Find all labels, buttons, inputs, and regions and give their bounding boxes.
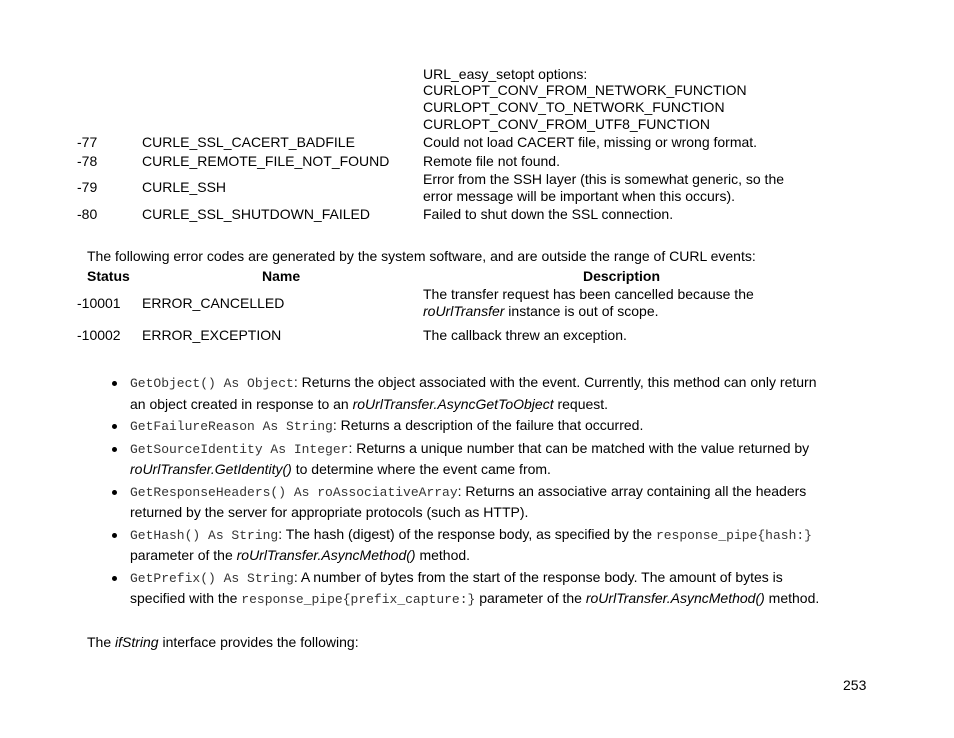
bullet-icon bbox=[112, 490, 117, 495]
method-signature: GetHash() As String bbox=[130, 528, 279, 543]
error-description: Remote file not found. bbox=[423, 153, 560, 169]
bullet-icon bbox=[112, 381, 117, 386]
class-reference: roUrlTransfer.AsyncMethod() bbox=[236, 547, 416, 563]
class-reference: roUrlTransfer.AsyncGetToObject bbox=[352, 396, 554, 412]
system-errors-intro: The following error codes are generated by the system software, and are outside the range of CURL events: bbox=[87, 248, 756, 264]
class-reference: roUrlTransfer.GetIdentity() bbox=[130, 461, 292, 477]
error-name: ERROR_EXCEPTION bbox=[142, 327, 282, 343]
error-code: -10002 bbox=[77, 327, 121, 343]
error-name: CURLE_SSH bbox=[142, 179, 227, 195]
error-code: -77 bbox=[77, 134, 98, 150]
bullet-icon bbox=[112, 424, 117, 429]
method-signature: GetPrefix() As String bbox=[130, 571, 294, 586]
class-name: roUrlTransfer bbox=[423, 303, 505, 319]
bullet-icon bbox=[112, 576, 117, 581]
error-description: Could not load CACERT file, missing or wrong format. bbox=[423, 134, 758, 150]
bullet-icon bbox=[112, 447, 117, 452]
error-description: Error from the SSH layer (this is somewhat generic, so the bbox=[423, 171, 785, 187]
error-description-cont: error message will be important when this occurs). bbox=[423, 188, 736, 204]
error-description-cont: roUrlTransfer instance is out of scope. bbox=[423, 303, 659, 319]
error-name: CURLE_REMOTE_FILE_NOT_FOUND bbox=[142, 153, 390, 169]
error-description: The transfer request has been cancelled because the bbox=[423, 286, 754, 302]
bullet-icon bbox=[112, 533, 117, 538]
ifstring-intro: The ifString interface provides the following: bbox=[87, 634, 359, 650]
table1-top-desc-1: URL_easy_setopt options: bbox=[423, 66, 588, 82]
method-signature: GetFailureReason As String bbox=[130, 419, 333, 434]
error-name: ERROR_CANCELLED bbox=[142, 295, 285, 311]
parameter-code: response_pipe{hash:} bbox=[655, 528, 812, 543]
error-description: The callback threw an exception. bbox=[423, 327, 627, 343]
column-header-name: Name bbox=[262, 268, 301, 284]
column-header-description: Description bbox=[583, 268, 661, 284]
method-signature: GetSourceIdentity As Integer bbox=[130, 442, 349, 457]
column-header-status: Status bbox=[87, 268, 130, 284]
page-number: 253 bbox=[843, 677, 867, 693]
error-code: -78 bbox=[77, 153, 98, 169]
error-name: CURLE_SSL_CACERT_BADFILE bbox=[142, 134, 355, 150]
error-name: CURLE_SSL_SHUTDOWN_FAILED bbox=[142, 206, 370, 222]
error-code: -79 bbox=[77, 179, 98, 195]
class-reference: roUrlTransfer.AsyncMethod() bbox=[585, 590, 765, 606]
method-signature: GetResponseHeaders() As roAssociativeArray bbox=[130, 485, 458, 500]
table1-top-desc-3: CURLOPT_CONV_TO_NETWORK_FUNCTION bbox=[423, 99, 725, 115]
parameter-code: response_pipe{prefix_capture:} bbox=[241, 592, 476, 607]
interface-name: ifString bbox=[115, 634, 159, 650]
error-code: -10001 bbox=[77, 295, 121, 311]
error-code: -80 bbox=[77, 206, 98, 222]
table1-top-desc-4: CURLOPT_CONV_FROM_UTF8_FUNCTION bbox=[423, 116, 711, 132]
error-description: Failed to shut down the SSL connection. bbox=[423, 206, 674, 222]
method-signature: GetObject() As Object bbox=[130, 376, 294, 391]
table1-top-desc-2: CURLOPT_CONV_FROM_NETWORK_FUNCTION bbox=[423, 82, 747, 98]
